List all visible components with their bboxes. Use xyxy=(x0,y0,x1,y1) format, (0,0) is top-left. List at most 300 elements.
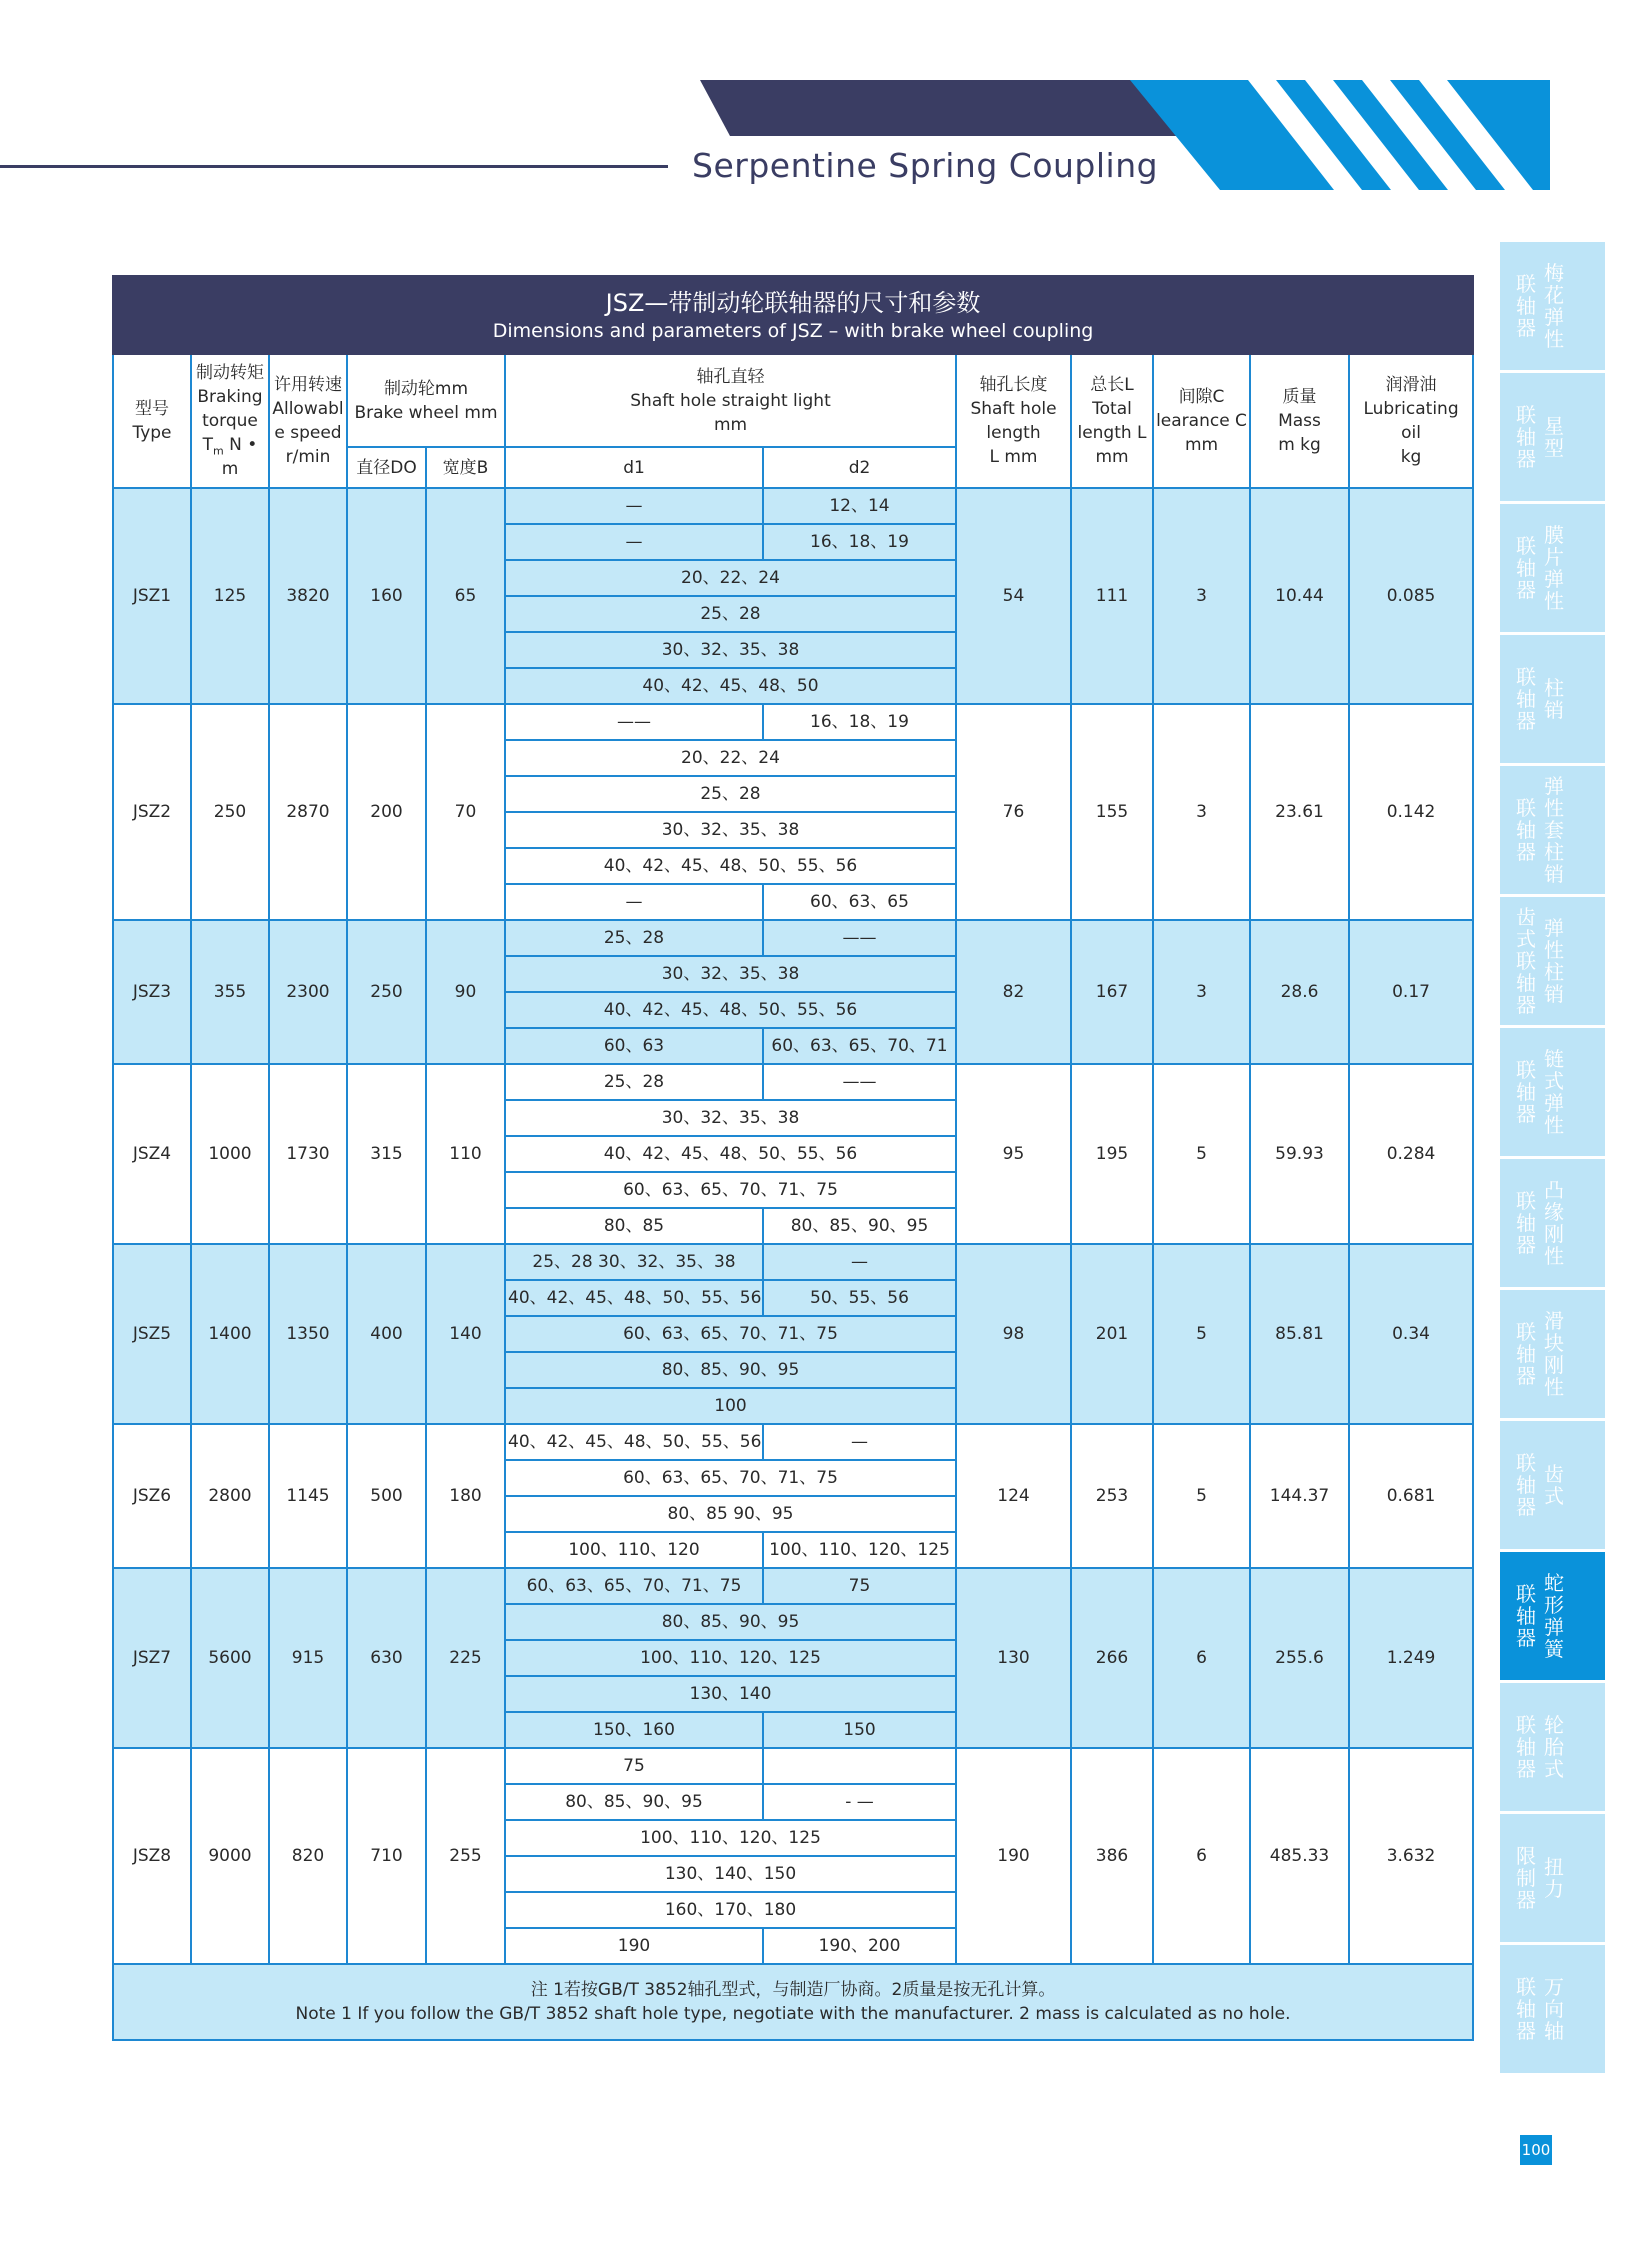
cell-mass: 23.61 xyxy=(1250,704,1349,920)
cell-bore-d2: —— xyxy=(763,1064,956,1100)
side-tab-char: 销 xyxy=(1544,982,1564,1006)
side-tab-char: 器 xyxy=(1516,1888,1536,1912)
cell-oil: 3.632 xyxy=(1349,1748,1473,1964)
side-tab-char: 性 xyxy=(1544,938,1564,962)
side-tab-char: 器 xyxy=(1516,447,1536,471)
side-tab-char: 凸 xyxy=(1544,1178,1564,1202)
cell-clearance: 5 xyxy=(1153,1424,1250,1568)
cell-mass: 144.37 xyxy=(1250,1424,1349,1568)
header-total-length: 总长L Total length L mm xyxy=(1071,354,1153,488)
side-tab-char: 弹 xyxy=(1544,916,1564,940)
side-tab-char: 式 xyxy=(1544,1757,1564,1781)
cell-mass: 28.6 xyxy=(1250,920,1349,1064)
cell-total: 155 xyxy=(1071,704,1153,920)
side-tab-char: 器 xyxy=(1516,709,1536,733)
cell-clearance: 3 xyxy=(1153,704,1250,920)
side-tab-label xyxy=(1516,273,1536,339)
cell-length: 130 xyxy=(956,1568,1071,1748)
cell-bore-d2: - — xyxy=(763,1784,956,1820)
side-tab-char: 缘 xyxy=(1544,1200,1564,1224)
side-tab-char: 柱 xyxy=(1544,960,1564,984)
cell-torque: 2800 xyxy=(191,1424,269,1568)
cell-torque: 125 xyxy=(191,488,269,704)
table-title-cn: JSZ—带制动轮联轴器的尺寸和参数 xyxy=(605,289,981,317)
side-tab[interactable] xyxy=(1500,373,1605,504)
cell-speed: 3820 xyxy=(269,488,347,704)
cell-bore-d2: 16、18、19 xyxy=(763,704,956,740)
side-tab-char: 器 xyxy=(1516,1102,1536,1126)
side-tab-char: 销 xyxy=(1544,698,1564,722)
side-tab-label xyxy=(1544,262,1564,350)
side-tab-label xyxy=(1544,677,1564,721)
side-tab-char: 力 xyxy=(1544,1877,1564,1901)
side-tab-label xyxy=(1516,535,1536,601)
side-tab-char: 片 xyxy=(1544,545,1564,569)
side-tab-char: 花 xyxy=(1544,283,1564,307)
cell-type: JSZ5 xyxy=(113,1244,191,1424)
header-lubricating-oil: 润滑油 Lubricating oil kg xyxy=(1349,354,1473,488)
cell-length: 98 xyxy=(956,1244,1071,1424)
cell-bore-d1: 25、28 xyxy=(505,920,763,956)
side-tab-char: 套 xyxy=(1544,818,1564,842)
model-group xyxy=(113,1748,1473,1964)
side-tab-char: 蛇 xyxy=(1544,1571,1564,1595)
cell-oil: 1.249 xyxy=(1349,1568,1473,1748)
cell-bore-d1-d2: 20、22、24 xyxy=(505,740,956,776)
side-tab[interactable] xyxy=(1500,1945,1605,2076)
cell-speed: 1730 xyxy=(269,1064,347,1244)
cell-b: 110 xyxy=(426,1064,505,1244)
cell-length: 54 xyxy=(956,488,1071,704)
cell-bore-d2: 75 xyxy=(763,1568,956,1604)
model-group xyxy=(113,488,1473,704)
side-tab-label xyxy=(1516,797,1536,863)
cell-oil: 0.142 xyxy=(1349,704,1473,920)
side-tab-label xyxy=(1516,666,1536,732)
model-group xyxy=(113,1064,1473,1244)
side-tab-label xyxy=(1544,1856,1564,1900)
model-group xyxy=(113,1568,1473,1748)
side-tab-char: 轴 xyxy=(1544,2019,1564,2043)
cell-bore-d1-d2: 40、42、45、48、50、55、56 xyxy=(505,1136,956,1172)
cell-total: 253 xyxy=(1071,1424,1153,1568)
side-tab-label xyxy=(1516,1714,1536,1780)
side-tab[interactable] xyxy=(1500,1421,1605,1552)
cell-clearance: 5 xyxy=(1153,1064,1250,1244)
side-tab-label xyxy=(1544,1572,1564,1660)
side-tab-char: 器 xyxy=(1516,1757,1536,1781)
side-tab[interactable] xyxy=(1500,766,1605,897)
cell-bore-d1-d2: 40、42、45、48、50、55、56 xyxy=(505,992,956,1028)
side-tab-char: 轴 xyxy=(1516,556,1536,580)
header-braking-torque: 制动转矩 Braking torque $T_m$ N • m xyxy=(191,354,269,488)
cell-bore-d1-d2: 40、42、45、48、50、55、56 xyxy=(505,848,956,884)
side-tab-char: 轴 xyxy=(1516,1473,1536,1497)
side-tab-char: 轴 xyxy=(1516,971,1536,995)
cell-bore-d1-d2: 20、22、24 xyxy=(505,560,956,596)
cell-length: 76 xyxy=(956,704,1071,920)
cell-b: 90 xyxy=(426,920,505,1064)
side-tab-char: 式 xyxy=(1544,1069,1564,1093)
cell-bore-d2: 150 xyxy=(763,1712,956,1748)
cell-d0: 160 xyxy=(347,488,426,704)
table-title-en: Dimensions and parameters of JSZ – with brake wheel coupling xyxy=(492,320,1094,342)
side-tab[interactable] xyxy=(1500,897,1605,1028)
side-tab-char: 轴 xyxy=(1516,1080,1536,1104)
cell-clearance: 3 xyxy=(1153,488,1250,704)
side-tab-char: 联 xyxy=(1516,1058,1536,1082)
cell-bore-d1: 25、28 xyxy=(505,1064,763,1100)
cell-d0: 630 xyxy=(347,1568,426,1748)
side-tab-char: 链 xyxy=(1544,1047,1564,1071)
side-tab-char: 联 xyxy=(1516,1582,1536,1606)
page-header-title: Serpentine Spring Coupling xyxy=(692,146,1159,185)
cell-length: 95 xyxy=(956,1064,1071,1244)
cell-b: 140 xyxy=(426,1244,505,1424)
header-shaft-hole: 轴孔直轻 Shaft hole straight light mm xyxy=(505,354,956,447)
side-tab-char: 联 xyxy=(1516,1451,1536,1475)
table-row xyxy=(113,1424,1473,1460)
side-tab-char: 簧 xyxy=(1544,1637,1564,1661)
side-tab-char: 性 xyxy=(1544,1375,1564,1399)
side-tab-char: 向 xyxy=(1544,1997,1564,2021)
side-tab-char: 联 xyxy=(1516,1975,1536,1999)
cell-d0: 500 xyxy=(347,1424,426,1568)
cell-length: 190 xyxy=(956,1748,1071,1964)
side-tab-char: 器 xyxy=(1516,316,1536,340)
side-tab-char: 制 xyxy=(1516,1866,1536,1890)
cell-type: JSZ2 xyxy=(113,704,191,920)
cell-clearance: 5 xyxy=(1153,1244,1250,1424)
side-tab-char: 弹 xyxy=(1544,774,1564,798)
side-tab-char: 器 xyxy=(1516,578,1536,602)
side-tab-char: 柱 xyxy=(1544,840,1564,864)
header-brake-wheel: 制动轮mm Brake wheel mm xyxy=(347,354,505,447)
cell-bore-d2 xyxy=(763,1748,956,1784)
side-tab-char: 式 xyxy=(1544,1484,1564,1508)
side-tab-label xyxy=(1544,1179,1564,1267)
side-tab-label xyxy=(1544,775,1564,885)
side-tab-label xyxy=(1516,404,1536,470)
cell-bore-d1-d2: 25、28 xyxy=(505,596,956,632)
cell-bore-d1-d2: 80、85、90、95 xyxy=(505,1352,956,1388)
cell-bore-d1-d2: 30、32、35、38 xyxy=(505,1100,956,1136)
header-width-b: 宽度B xyxy=(426,447,505,488)
cell-b: 180 xyxy=(426,1424,505,1568)
header-diameter-d0: 直径DO xyxy=(347,447,426,488)
cell-bore-d2: 80、85、90、95 xyxy=(763,1208,956,1244)
cell-type: JSZ1 xyxy=(113,488,191,704)
side-tab-char: 弹 xyxy=(1544,1615,1564,1639)
side-tab-char: 性 xyxy=(1544,327,1564,351)
header-rule xyxy=(0,165,668,168)
side-tab-label xyxy=(1544,1976,1564,2042)
side-tab-char: 弹 xyxy=(1544,1091,1564,1115)
side-tab-char: 轴 xyxy=(1516,425,1536,449)
cell-oil: 0.17 xyxy=(1349,920,1473,1064)
header-d1: d1 xyxy=(505,447,763,488)
side-tab[interactable] xyxy=(1500,1552,1605,1683)
side-tab-char: 器 xyxy=(1516,1233,1536,1257)
table-row xyxy=(113,1748,1473,1784)
side-tab-char: 器 xyxy=(1516,1626,1536,1650)
side-tab-char: 轴 xyxy=(1516,1211,1536,1235)
side-tab-char: 性 xyxy=(1544,1244,1564,1268)
cell-mass: 10.44 xyxy=(1250,488,1349,704)
side-tab-char: 轴 xyxy=(1516,294,1536,318)
side-tab-label xyxy=(1516,1976,1536,2042)
side-tab-char: 联 xyxy=(1516,949,1536,973)
header-type: 型号 Type xyxy=(113,354,191,488)
cell-oil: 0.085 xyxy=(1349,488,1473,704)
cell-type: JSZ4 xyxy=(113,1064,191,1244)
cell-bore-d1: 60、63、65、70、71、75 xyxy=(505,1568,763,1604)
cell-bore-d1: 190 xyxy=(505,1928,763,1964)
cell-total: 167 xyxy=(1071,920,1153,1064)
header-allowable-speed: 许用转速 Allowabl e speed r/min xyxy=(269,354,347,488)
side-tab[interactable] xyxy=(1500,1290,1605,1421)
side-tab[interactable] xyxy=(1500,504,1605,635)
cell-oil: 0.284 xyxy=(1349,1064,1473,1244)
table-row xyxy=(113,704,1473,740)
side-tab-char: 器 xyxy=(1516,840,1536,864)
cell-bore-d1-d2: 60、63、65、70、71、75 xyxy=(505,1172,956,1208)
side-tab[interactable] xyxy=(1500,1028,1605,1159)
side-tab-char: 柱 xyxy=(1544,676,1564,700)
side-tab-label xyxy=(1544,1310,1564,1398)
cell-clearance: 6 xyxy=(1153,1748,1250,1964)
side-tab[interactable] xyxy=(1500,242,1605,373)
side-tab-label xyxy=(1516,1845,1536,1911)
cell-bore-d1-d2: 30、32、35、38 xyxy=(505,956,956,992)
cell-speed: 2300 xyxy=(269,920,347,1064)
cell-bore-d1-d2: 30、32、35、38 xyxy=(505,632,956,668)
cell-bore-d1-d2: 100 xyxy=(505,1388,956,1424)
cell-total: 111 xyxy=(1071,488,1153,704)
side-tab-char: 性 xyxy=(1544,589,1564,613)
cell-bore-d1-d2: 160、170、180 xyxy=(505,1892,956,1928)
cell-bore-d1: 40、42、45、48、50、55、56 xyxy=(505,1424,763,1460)
cell-mass: 59.93 xyxy=(1250,1064,1349,1244)
cell-bore-d1: 40、42、45、48、50、55、56 xyxy=(505,1280,763,1316)
cell-bore-d1-d2: 130、140、150 xyxy=(505,1856,956,1892)
side-tab-char: 联 xyxy=(1516,1320,1536,1344)
cell-bore-d1: 150、160 xyxy=(505,1712,763,1748)
cell-bore-d1: — xyxy=(505,488,763,524)
side-tab-char: 联 xyxy=(1516,534,1536,558)
table-row xyxy=(113,1244,1473,1280)
side-tab-label xyxy=(1516,906,1536,1016)
side-tab-char: 齿 xyxy=(1544,1462,1564,1486)
side-tab-char: 性 xyxy=(1544,1113,1564,1137)
cell-b: 65 xyxy=(426,488,505,704)
side-tab-char: 扭 xyxy=(1544,1855,1564,1879)
table-row xyxy=(113,1568,1473,1604)
cell-speed: 1145 xyxy=(269,1424,347,1568)
side-tab-char: 轴 xyxy=(1516,1735,1536,1759)
cell-total: 195 xyxy=(1071,1064,1153,1244)
table-title xyxy=(113,276,1473,354)
cell-bore-d2: 50、55、56 xyxy=(763,1280,956,1316)
side-tab-label xyxy=(1516,1583,1536,1649)
cell-torque: 355 xyxy=(191,920,269,1064)
side-tab-char: 限 xyxy=(1516,1844,1536,1868)
side-tab-char: 轴 xyxy=(1516,1342,1536,1366)
cell-bore-d1: 25、28 30、32、35、38 xyxy=(505,1244,763,1280)
cell-torque: 9000 xyxy=(191,1748,269,1964)
cell-bore-d1: 75 xyxy=(505,1748,763,1784)
cell-bore-d2: —— xyxy=(763,920,956,956)
header-clearance: 间隙C learance C mm xyxy=(1153,354,1250,488)
cell-length: 124 xyxy=(956,1424,1071,1568)
table-note xyxy=(113,1964,1473,2040)
cell-total: 386 xyxy=(1071,1748,1153,1964)
cell-clearance: 3 xyxy=(1153,920,1250,1064)
cell-d0: 400 xyxy=(347,1244,426,1424)
table-row xyxy=(113,488,1473,524)
cell-d0: 710 xyxy=(347,1748,426,1964)
cell-b: 225 xyxy=(426,1568,505,1748)
cell-bore-d1-d2: 30、32、35、38 xyxy=(505,812,956,848)
cell-oil: 0.34 xyxy=(1349,1244,1473,1424)
cell-type: JSZ3 xyxy=(113,920,191,1064)
side-tab-label xyxy=(1544,1048,1564,1136)
cell-speed: 2870 xyxy=(269,704,347,920)
side-tab-char: 轴 xyxy=(1516,1997,1536,2021)
table-note-en: Note 1 If you follow the GB/T 3852 shaft hole type, negotiate with the manufacturer. 2 mass is calculated as no hole. xyxy=(295,2004,1291,2024)
side-tab-char: 器 xyxy=(1516,993,1536,1017)
cell-oil: 0.681 xyxy=(1349,1424,1473,1568)
cell-bore-d1-d2: 80、85 90、95 xyxy=(505,1496,956,1532)
cell-torque: 250 xyxy=(191,704,269,920)
cell-bore-d1: — xyxy=(505,524,763,560)
cell-b: 255 xyxy=(426,1748,505,1964)
side-tab-char: 弹 xyxy=(1544,305,1564,329)
cell-bore-d2: 12、14 xyxy=(763,488,956,524)
cell-speed: 820 xyxy=(269,1748,347,1964)
page-number: 100 xyxy=(1520,2135,1552,2165)
cell-bore-d1: —— xyxy=(505,704,763,740)
cell-clearance: 6 xyxy=(1153,1568,1250,1748)
side-tab-char: 形 xyxy=(1544,1593,1564,1617)
side-tab-char: 轴 xyxy=(1516,687,1536,711)
cell-bore-d1: 80、85、90、95 xyxy=(505,1784,763,1820)
cell-d0: 200 xyxy=(347,704,426,920)
cell-bore-d1-d2: 60、63、65、70、71、75 xyxy=(505,1460,956,1496)
model-group xyxy=(113,1424,1473,1568)
cell-type: JSZ7 xyxy=(113,1568,191,1748)
side-tab-label xyxy=(1544,524,1564,612)
side-tab[interactable] xyxy=(1500,1683,1605,1814)
side-tab-label xyxy=(1544,917,1564,1005)
model-group xyxy=(113,704,1473,920)
cell-bore-d2: — xyxy=(763,1424,956,1460)
cell-torque: 1400 xyxy=(191,1244,269,1424)
cell-bore-d1-d2: 25、28 xyxy=(505,776,956,812)
side-tab-char: 轮 xyxy=(1544,1713,1564,1737)
side-tab-char: 刚 xyxy=(1544,1222,1564,1246)
side-tab-char: 型 xyxy=(1544,436,1564,460)
side-tab-char: 联 xyxy=(1516,665,1536,689)
side-tab-char: 星 xyxy=(1544,414,1564,438)
header-mass: 质量 Mass m kg xyxy=(1250,354,1349,488)
cell-bore-d2: 190、200 xyxy=(763,1928,956,1964)
table-row xyxy=(113,920,1473,956)
side-tab-char: 齿 xyxy=(1516,905,1536,929)
side-tab-char: 联 xyxy=(1516,403,1536,427)
cell-mass: 485.33 xyxy=(1250,1748,1349,1964)
header-shaft-length: 轴孔长度 Shaft hole length L mm xyxy=(956,354,1071,488)
header-d2: d2 xyxy=(763,447,956,488)
side-tab-char: 梅 xyxy=(1544,261,1564,285)
cell-d0: 315 xyxy=(347,1064,426,1244)
cell-bore-d1: 60、63 xyxy=(505,1028,763,1064)
cell-bore-d1: — xyxy=(505,884,763,920)
side-tab-char: 器 xyxy=(1516,2019,1536,2043)
cell-bore-d1: 100、110、120 xyxy=(505,1532,763,1568)
jsz-spec-table xyxy=(112,275,1474,2041)
cell-bore-d1-d2: 100、110、120、125 xyxy=(505,1820,956,1856)
cell-d0: 250 xyxy=(347,920,426,1064)
cell-speed: 1350 xyxy=(269,1244,347,1424)
cell-length: 82 xyxy=(956,920,1071,1064)
table-row xyxy=(113,1064,1473,1100)
model-group xyxy=(113,1244,1473,1424)
side-tab-label xyxy=(1516,1190,1536,1256)
cell-bore-d1-d2: 130、140 xyxy=(505,1676,956,1712)
cell-bore-d1-d2: 80、85、90、95 xyxy=(505,1604,956,1640)
cell-mass: 85.81 xyxy=(1250,1244,1349,1424)
cell-bore-d1-d2: 60、63、65、70、71、75 xyxy=(505,1316,956,1352)
side-tab-char: 性 xyxy=(1544,796,1564,820)
side-tab-char: 胎 xyxy=(1544,1735,1564,1759)
cell-mass: 255.6 xyxy=(1250,1568,1349,1748)
cell-bore-d1: 80、85 xyxy=(505,1208,763,1244)
side-tab-char: 万 xyxy=(1544,1975,1564,1999)
cell-speed: 915 xyxy=(269,1568,347,1748)
side-tab-label xyxy=(1544,1463,1564,1507)
side-tab-char: 联 xyxy=(1516,1713,1536,1737)
side-tab-char: 销 xyxy=(1544,862,1564,886)
cell-type: JSZ6 xyxy=(113,1424,191,1568)
side-tab-char: 器 xyxy=(1516,1364,1536,1388)
cell-bore-d1-d2: 100、110、120、125 xyxy=(505,1640,956,1676)
cell-bore-d2: 16、18、19 xyxy=(763,524,956,560)
side-tab-char: 滑 xyxy=(1544,1309,1564,1333)
side-tab[interactable] xyxy=(1500,1814,1605,1945)
side-tab-label xyxy=(1516,1059,1536,1125)
side-tab[interactable] xyxy=(1500,635,1605,766)
side-tab-char: 块 xyxy=(1544,1331,1564,1355)
cell-bore-d2: — xyxy=(763,1244,956,1280)
side-tab-char: 轴 xyxy=(1516,818,1536,842)
cell-total: 266 xyxy=(1071,1568,1153,1748)
cell-torque: 1000 xyxy=(191,1064,269,1244)
side-tab[interactable] xyxy=(1500,1159,1605,1290)
table-note-cn: 注 1若按GB/T 3852轴孔型式，与制造厂协商。2质量是按无孔计算。 xyxy=(530,1980,1056,2000)
side-tab-label xyxy=(1544,415,1564,459)
cell-type: JSZ8 xyxy=(113,1748,191,1964)
cell-bore-d1-d2: 40、42、45、48、50 xyxy=(505,668,956,704)
side-tab-label xyxy=(1544,1714,1564,1780)
side-tab-char: 联 xyxy=(1516,1189,1536,1213)
cell-total: 201 xyxy=(1071,1244,1153,1424)
category-side-tabs xyxy=(1500,242,1605,2076)
side-tab-label xyxy=(1516,1321,1536,1387)
cell-bore-d2: 60、63、65、70、71 xyxy=(763,1028,956,1064)
side-tab-label xyxy=(1516,1452,1536,1518)
cell-torque: 5600 xyxy=(191,1568,269,1748)
